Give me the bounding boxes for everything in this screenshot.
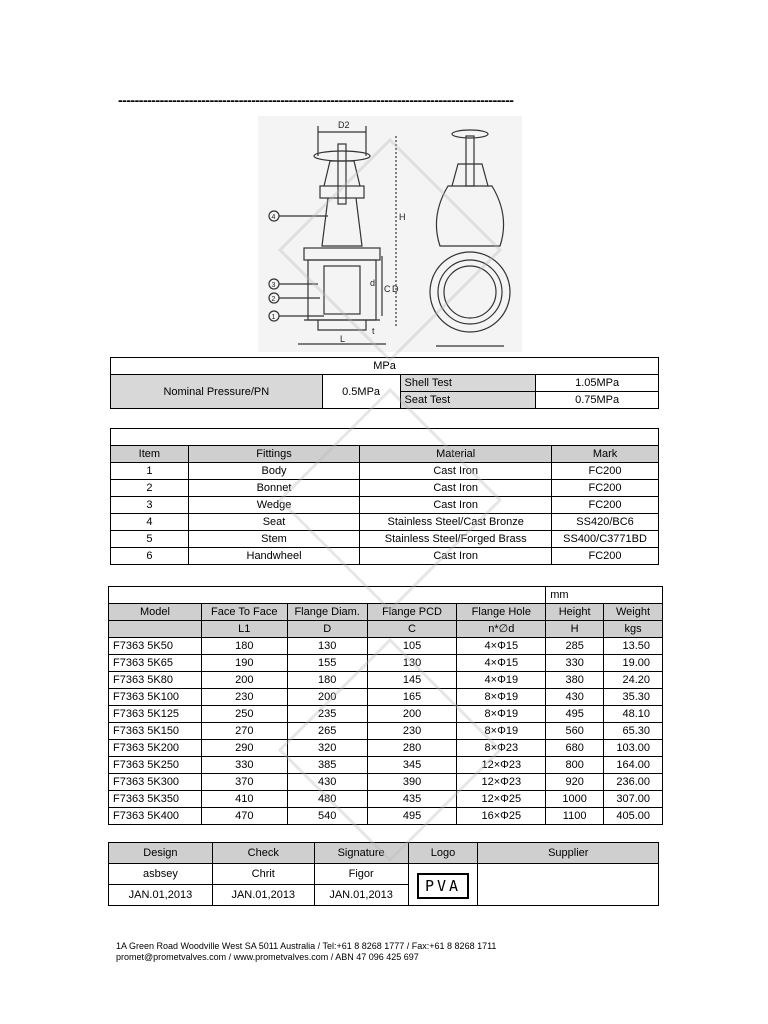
cell: 130 — [287, 638, 367, 655]
label-c: C — [384, 284, 391, 294]
header-cell: Mark — [552, 446, 659, 463]
cell: 200 — [201, 672, 287, 689]
cell: F7363 5K80 — [109, 672, 202, 689]
cell: 12×Φ23 — [457, 774, 546, 791]
table-row — [109, 689, 663, 706]
cell: 8×Φ19 — [457, 689, 546, 706]
cell: 920 — [546, 774, 604, 791]
table-row — [109, 757, 663, 774]
gate-valve-drawing — [258, 116, 522, 352]
cell: 13.50 — [604, 638, 663, 655]
cell: 8×Φ19 — [457, 723, 546, 740]
cell: 12×Φ25 — [457, 791, 546, 808]
cell: Stainless Steel/Cast Bronze — [360, 514, 552, 531]
cell: 390 — [367, 774, 457, 791]
cell: 103.00 — [604, 740, 663, 757]
table-row — [109, 706, 663, 723]
header-separator: ----------------------------------------------------------------------------------------------- — [118, 92, 514, 108]
footer — [116, 941, 496, 963]
cell: 560 — [546, 723, 604, 740]
header-cell: Weight — [604, 604, 663, 621]
shell-test-value: 1.05MPa — [536, 375, 659, 392]
cell: F7363 5K150 — [109, 723, 202, 740]
check-date: JAN.01,2013 — [212, 885, 314, 906]
dimensions-header-row — [109, 604, 663, 621]
cell: Cast Iron — [360, 548, 552, 565]
materials-title-row — [111, 429, 659, 446]
materials-table — [110, 428, 659, 565]
cell: 800 — [546, 757, 604, 774]
cell: F7363 5K300 — [109, 774, 202, 791]
subheader-cell: C — [367, 621, 457, 638]
header-cell: Fittings — [188, 446, 360, 463]
table-row — [109, 672, 663, 689]
cell: 155 — [287, 655, 367, 672]
callout-4: 4 — [271, 214, 276, 221]
header-cell: Flange Diam. — [287, 604, 367, 621]
callout-2: 2 — [271, 296, 276, 303]
cell: 2 — [111, 480, 189, 497]
header-cell: Material — [360, 446, 552, 463]
cell: 164.00 — [604, 757, 663, 774]
table-row — [111, 514, 659, 531]
cell: 6 — [111, 548, 189, 565]
subheader-cell — [109, 621, 202, 638]
cell: Cast Iron — [360, 497, 552, 514]
cell: 8×Φ23 — [457, 740, 546, 757]
cell: 1000 — [546, 791, 604, 808]
subheader-cell: kgs — [604, 621, 663, 638]
supplier-cell — [478, 864, 659, 906]
cell: 540 — [287, 808, 367, 825]
cell: 410 — [201, 791, 287, 808]
cell: 200 — [367, 706, 457, 723]
table-row — [111, 531, 659, 548]
cell: Stem — [188, 531, 360, 548]
cell: 230 — [201, 689, 287, 706]
cell: F7363 5K400 — [109, 808, 202, 825]
pressure-unit: MPa — [111, 358, 659, 375]
subheader-cell: n*∅d — [457, 621, 546, 638]
label-h: H — [399, 212, 406, 222]
cell: 330 — [201, 757, 287, 774]
cell: 1 — [111, 463, 189, 480]
cell: FC200 — [552, 463, 659, 480]
pressure-table — [110, 357, 659, 409]
cell: SS420/BC6 — [552, 514, 659, 531]
cell: Cast Iron — [360, 463, 552, 480]
header-cell: Item — [111, 446, 189, 463]
cell: 385 — [287, 757, 367, 774]
cell: 265 — [287, 723, 367, 740]
cell: F7363 5K200 — [109, 740, 202, 757]
cell: 145 — [367, 672, 457, 689]
cell: 330 — [546, 655, 604, 672]
cell: 180 — [201, 638, 287, 655]
table-row — [109, 791, 663, 808]
cell: 4×Φ15 — [457, 638, 546, 655]
cell: F7363 5K100 — [109, 689, 202, 706]
signature-name: Figor — [314, 864, 408, 885]
cell: F7363 5K125 — [109, 706, 202, 723]
shell-test-label: Shell Test — [400, 375, 536, 392]
check-name: Chrit — [212, 864, 314, 885]
cell: 4×Φ15 — [457, 655, 546, 672]
cell: 320 — [287, 740, 367, 757]
cell: 236.00 — [604, 774, 663, 791]
cell: F7363 5K50 — [109, 638, 202, 655]
cell: 235 — [287, 706, 367, 723]
table-row — [109, 723, 663, 740]
table-row — [109, 740, 663, 757]
callout-3: 3 — [271, 282, 276, 289]
cell: 380 — [546, 672, 604, 689]
header-cell: Logo — [408, 843, 478, 864]
cell: 65.30 — [604, 723, 663, 740]
seat-test-label: Seat Test — [400, 392, 536, 409]
cell: Stainless Steel/Forged Brass — [360, 531, 552, 548]
cell: FC200 — [552, 548, 659, 565]
cell: Bonnet — [188, 480, 360, 497]
signature-date: JAN.01,2013 — [314, 885, 408, 906]
cell: FC200 — [552, 480, 659, 497]
cell: SS400/C3771BD — [552, 531, 659, 548]
header-cell: Flange Hole — [457, 604, 546, 621]
cell: 405.00 — [604, 808, 663, 825]
cell: 290 — [201, 740, 287, 757]
cell: 495 — [546, 706, 604, 723]
nominal-pressure-value: 0.5MPa — [322, 375, 400, 409]
cell: 8×Φ19 — [457, 706, 546, 723]
cell: 5 — [111, 531, 189, 548]
header-cell: Design — [109, 843, 213, 864]
cell: 1100 — [546, 808, 604, 825]
table-row — [111, 548, 659, 565]
label-t: t — [372, 326, 375, 336]
cell: 680 — [546, 740, 604, 757]
table-row — [111, 463, 659, 480]
cell: 180 — [287, 672, 367, 689]
header-cell: Face To Face — [201, 604, 287, 621]
cell: 285 — [546, 638, 604, 655]
cell: Seat — [188, 514, 360, 531]
cell: 24.20 — [604, 672, 663, 689]
cell: 280 — [367, 740, 457, 757]
cell: F7363 5K250 — [109, 757, 202, 774]
footer-contact: promet@prometvalves.com / www.prometvalves.com / ABN 47 096 425 697 — [116, 952, 419, 962]
dimensions-title-row — [109, 587, 546, 604]
cell: 230 — [367, 723, 457, 740]
design-date: JAN.01,2013 — [109, 885, 213, 906]
cell: 370 — [201, 774, 287, 791]
cell: 190 — [201, 655, 287, 672]
header-cell: Signature — [314, 843, 408, 864]
cell: 470 — [201, 808, 287, 825]
subheader-cell: L1 — [201, 621, 287, 638]
cell: FC200 — [552, 497, 659, 514]
dimensions-unit: mm — [546, 587, 663, 604]
cell: 130 — [367, 655, 457, 672]
label-d: D — [392, 284, 399, 294]
cell: 480 — [287, 791, 367, 808]
table-row — [109, 638, 663, 655]
dimensions-subheader-row — [109, 621, 663, 638]
pva-logo: PVA — [417, 873, 469, 899]
design-name: asbsey — [109, 864, 213, 885]
cell: 105 — [367, 638, 457, 655]
signoff-table — [108, 842, 659, 906]
cell: 3 — [111, 497, 189, 514]
cell: 200 — [287, 689, 367, 706]
nominal-pressure-label: Nominal Pressure/PN — [111, 375, 323, 409]
table-row — [109, 774, 663, 791]
cell: 165 — [367, 689, 457, 706]
header-cell: Flange PCD — [367, 604, 457, 621]
subheader-cell: D — [287, 621, 367, 638]
cell: 35.30 — [604, 689, 663, 706]
label-d2: D2 — [338, 120, 350, 130]
header-cell: Check — [212, 843, 314, 864]
cell: Body — [188, 463, 360, 480]
label-d-small: d — [370, 278, 376, 288]
table-row — [109, 655, 663, 672]
cell: 19.00 — [604, 655, 663, 672]
cell: 12×Φ23 — [457, 757, 546, 774]
footer-address: 1A Green Road Woodville West SA 5011 Australia / Tel:+61 8 8268 1777 / Fax:+61 8 8268 1711 — [116, 941, 497, 951]
cell: Cast Iron — [360, 480, 552, 497]
header-cell: Model — [109, 604, 202, 621]
cell: Handwheel — [188, 548, 360, 565]
cell: 430 — [287, 774, 367, 791]
logo-cell — [408, 864, 478, 906]
cell: 4 — [111, 514, 189, 531]
cell: 430 — [546, 689, 604, 706]
cell: 345 — [367, 757, 457, 774]
label-l: L — [340, 334, 346, 344]
dimensions-table — [108, 586, 663, 825]
cell: F7363 5K65 — [109, 655, 202, 672]
seat-test-value: 0.75MPa — [536, 392, 659, 409]
cell: 495 — [367, 808, 457, 825]
cell: F7363 5K350 — [109, 791, 202, 808]
signoff-header-row — [109, 843, 659, 864]
cell: 307.00 — [604, 791, 663, 808]
header-cell: Supplier — [478, 843, 659, 864]
cell: 270 — [201, 723, 287, 740]
header-cell: Height — [546, 604, 604, 621]
table-row — [109, 808, 663, 825]
table-row — [111, 497, 659, 514]
cell: 4×Φ19 — [457, 672, 546, 689]
subheader-cell: H — [546, 621, 604, 638]
cell: 435 — [367, 791, 457, 808]
cell: 250 — [201, 706, 287, 723]
callout-1: 1 — [271, 314, 276, 321]
cell: Wedge — [188, 497, 360, 514]
materials-header-row — [111, 446, 659, 463]
table-row — [111, 480, 659, 497]
cell: 48.10 — [604, 706, 663, 723]
cell: 16×Φ25 — [457, 808, 546, 825]
